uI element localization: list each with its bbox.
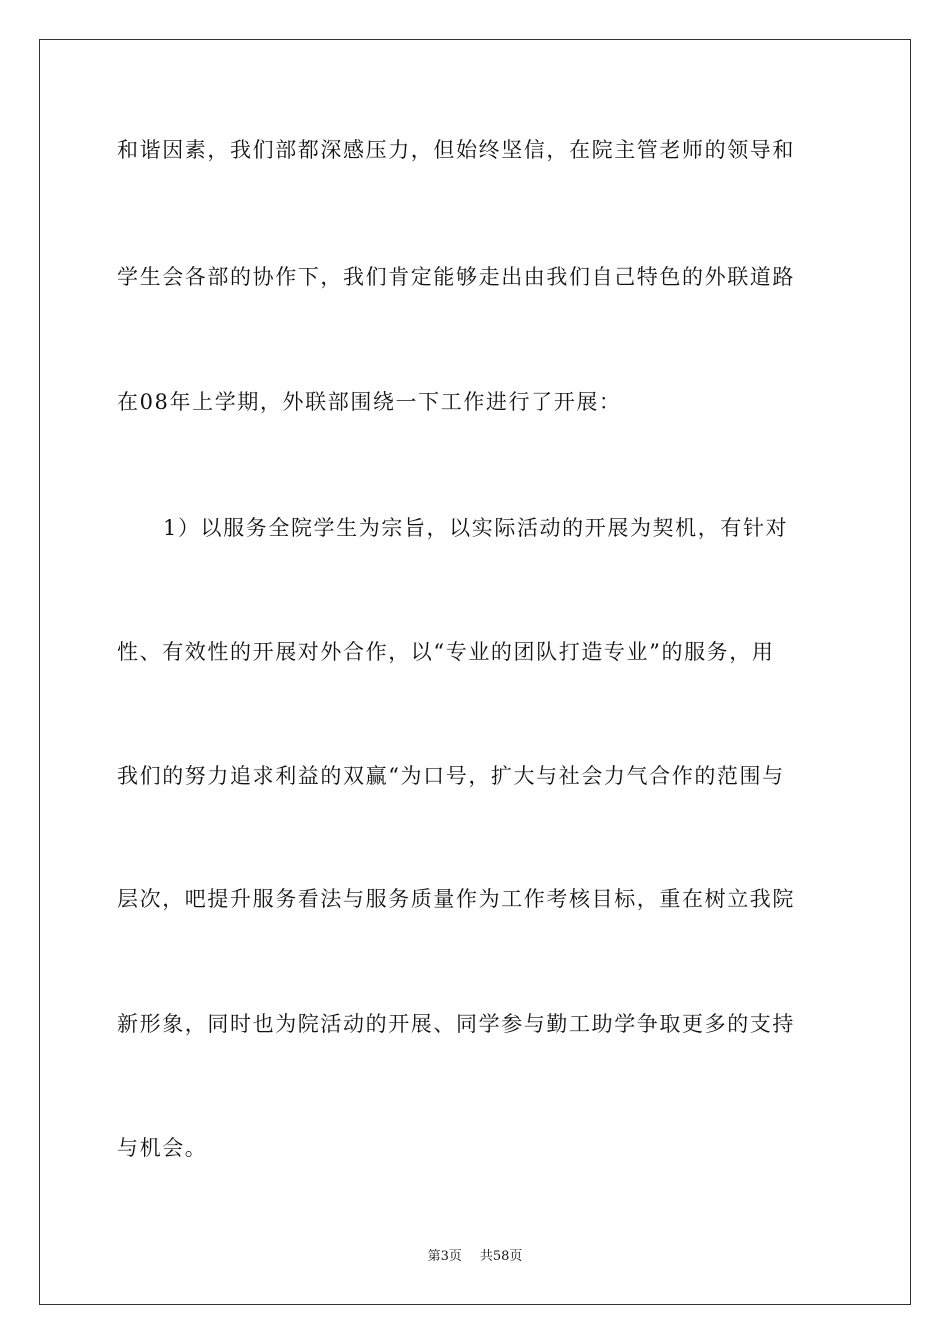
body-text-line: 和谐因素，我们部都深感压力，但始终坚信，在院主管老师的领导和 <box>117 138 795 162</box>
page-border <box>39 39 911 1305</box>
body-text-line: 与机会。 <box>117 1136 208 1160</box>
body-text-line: 1）以服务全院学生为宗旨，以实际活动的开展为契机，有针对 <box>163 516 789 540</box>
body-text-line: 层次，吧提升服务看法与服务质量作为工作考核目标，重在树立我院 <box>117 887 795 911</box>
page-number: 第3页 <box>427 1249 462 1264</box>
total-pages: 共58页 <box>479 1249 523 1264</box>
body-text-line: 在08年上学期，外联部围绕一下工作进行了开展： <box>117 390 622 414</box>
body-text-line: 学生会各部的协作下，我们肯定能够走出由我们自己特色的外联道路 <box>117 265 795 289</box>
page-footer <box>0 1248 950 1266</box>
body-text-line: 新形象，同时也为院活动的开展、同学参与勤工助学争取更多的支持 <box>117 1012 795 1036</box>
body-text-line: 我们的努力追求利益的双赢“为口号，扩大与社会力气合作的范围与 <box>117 764 785 788</box>
body-text-line: 性、有效性的开展对外合作，以“专业的团队打造专业”的服务，用 <box>117 640 775 664</box>
